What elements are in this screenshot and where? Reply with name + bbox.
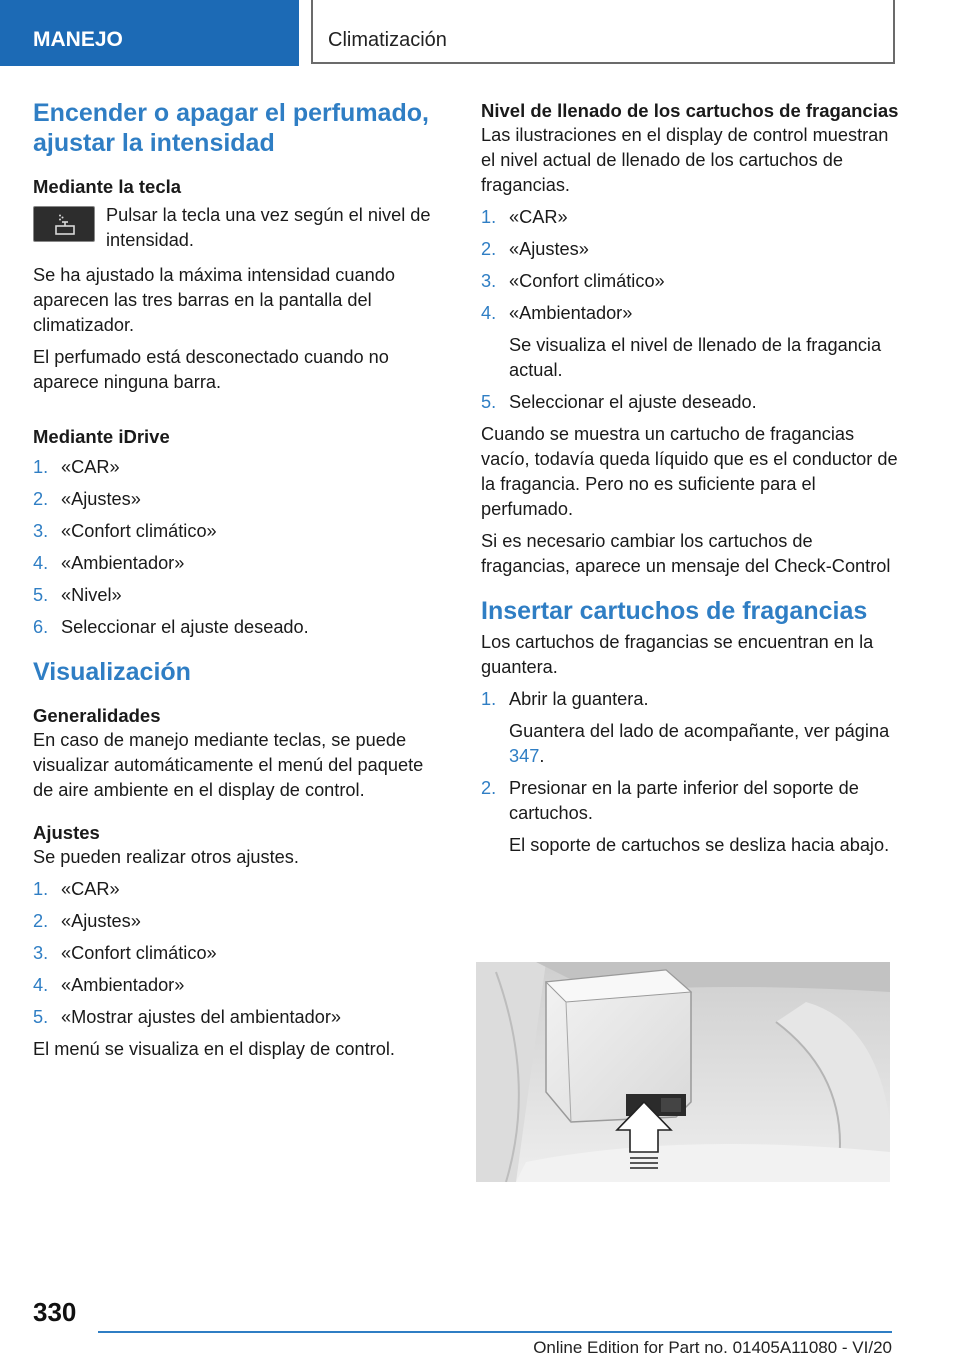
list-item: 5. Seleccionar el ajuste deseado. (481, 392, 757, 412)
edition-footer: Online Edition for Part no. 01405A11080 - VI/20 (533, 1338, 892, 1357)
para-general: En caso de manejo mediante teclas, se puede visualizar automáticamente el menú del paquete de aire ambiente en el display de control. (33, 730, 424, 800)
para-cambiar: Si es necesario cambiar los cartuchos de fragancias, aparece un mensaje del Check-Control (481, 531, 891, 576)
list-item: 2. «Ajustes» (33, 489, 141, 509)
step-note: El soporte de cartuchos se desliza hacia abajo. (509, 835, 890, 855)
heading-insertar: Insertar cartuchos de fragancias (481, 597, 868, 625)
key-instruction (33, 203, 448, 257)
right-column (481, 98, 899, 865)
step-note: Se visualiza el nivel de llenado de la fragancia actual. (509, 335, 882, 380)
list-item: 4. «Ambientador» (33, 553, 185, 573)
list-item: 1. «CAR» (33, 879, 120, 899)
list-item: 1. «CAR» (481, 207, 568, 227)
para-vacio: Cuando se muestra un cartucho de fragancias vacío, todavía queda líquido que es el conductor de la fragancia. Pero no es suficiente para el perfumado. (481, 424, 898, 519)
para-ajustes: Se pueden realizar otros ajustes. (33, 847, 299, 867)
list-item: 2. «Ajustes» (481, 239, 589, 259)
list-item: 4. «Ambientador» (33, 975, 185, 995)
fragrance-icon (53, 213, 77, 237)
list-item: 5. «Nivel» (33, 585, 122, 605)
subheading-generalidades: Generalidades (33, 705, 161, 726)
list-item: 3. «Confort climático» (33, 521, 217, 541)
subheading-idrive: Mediante iDrive (33, 426, 170, 447)
ajustes-steps (33, 877, 448, 1030)
insert-steps (481, 687, 899, 858)
list-item: 3. «Confort climático» (33, 943, 217, 963)
subheading-nivel: Nivel de llenado de los cartuchos de fragancias (481, 100, 899, 121)
step-note: Guantera del lado de acompañante, ver página 347. (509, 721, 890, 766)
page-link[interactable]: 347 (509, 746, 540, 766)
list-item: 2. «Ajustes» (33, 911, 141, 931)
glovebox-illustration (476, 962, 890, 1182)
idrive-steps (33, 455, 448, 640)
heading-perfume: Encender o apagar el perfumado, ajustar la intensidad (33, 99, 429, 157)
left-column (33, 98, 448, 1069)
list-item: 4. «Ambientador» Se visualiza el nivel de llenado de la fragancia actual. (481, 301, 899, 383)
chapter-title: Climatización (311, 0, 895, 64)
para-nivel: Las ilustraciones en el display de control muestran el nivel actual de llenado de los cartuchos de fragancias. (481, 125, 889, 195)
page-number: 330 (33, 1297, 77, 1327)
subheading-tecla: Mediante la tecla (33, 176, 182, 197)
para-off: El perfumado está desconectado cuando no aparece ninguna barra. (33, 347, 389, 392)
para-max-intensity: Se ha ajustado la máxima intensidad cuando aparecen las tres barras en la pantalla del climatizador. (33, 265, 395, 335)
footer-divider (98, 1331, 892, 1333)
list-item: 1. «CAR» (33, 457, 120, 477)
subheading-ajustes: Ajustes (33, 822, 100, 843)
para-menu: El menú se visualiza en el display de control. (33, 1039, 395, 1059)
list-item: 3. «Confort climático» (481, 271, 665, 291)
list-item: 5. «Mostrar ajustes del ambientador» (33, 1007, 342, 1027)
list-item: 1. Abrir la guantera. Guantera del lado de acompañante, ver página 347. (481, 687, 899, 769)
fragrance-key-button[interactable] (33, 206, 95, 242)
heading-visualizacion: Visualización (33, 658, 191, 686)
list-item: 2. Presionar en la parte inferior del soporte de cartuchos. El soporte de cartuchos se desliza hacia abajo. (481, 776, 899, 858)
section-tab: MANEJO (0, 0, 299, 66)
nivel-steps (481, 205, 899, 415)
para-guantera: Los cartuchos de fragancias se encuentran en la guantera. (481, 632, 874, 677)
key-instruction-text: Pulsar la tecla una vez según el nivel de intensidad. (106, 205, 431, 250)
list-item: 6. Seleccionar el ajuste deseado. (33, 617, 309, 637)
